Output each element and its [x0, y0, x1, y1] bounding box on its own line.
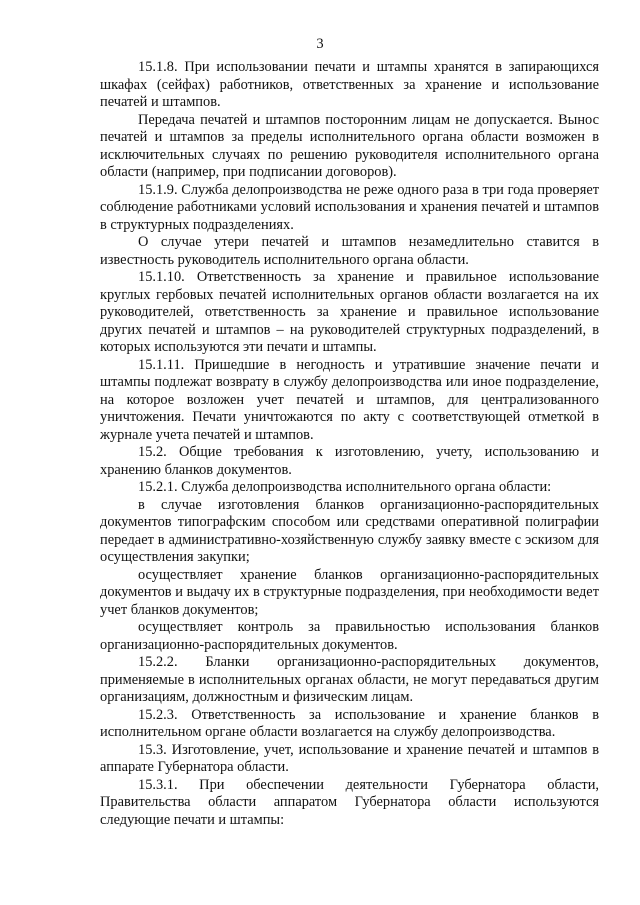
paragraph-blank-control: осуществляет контроль за правильностью использования бланков организационно-распорядительных документов.	[100, 619, 599, 653]
paragraph-blank-production: в случае изготовления бланков организационно-распорядительных документов типографским способом или средствами оперативной полиграфии передает в административно-хозяйственную службу заявку вместе с эскизом для осуществления закупки;	[100, 496, 599, 565]
page-number: 3	[316, 36, 324, 52]
paragraph-15-2-3: 15.2.3. Ответственность за использование и хранение бланков в исполнительном органе области возлагается на службу делопроизводства.	[100, 706, 599, 740]
paragraph-15-1-8: 15.1.8. При использовании печати и штампы хранятся в запирающихся шкафах (сейфах) работников, ответственных за хранение и использование печатей и штампов.	[100, 59, 599, 110]
paragraph-blank-storage: осуществляет хранение бланков организационно-распорядительных документов и выдачу их в структурные подразделения, при необходимости ведет учет бланков документов;	[100, 566, 599, 618]
paragraph-15-3-1: 15.3.1. При обеспечении деятельности Губернатора области, Правительства области аппаратом Губернатора области используются следующие печати и штампы:	[100, 776, 599, 828]
paragraph-seal-loss: О случае утери печатей и штампов незамедлительно ставится в известность руководитель исполнительного органа области.	[100, 234, 599, 268]
paragraph-15-1-10: 15.1.10. Ответственность за хранение и правильное использование круглых гербовых печатей исполнительных органов области возлагается на их руководителей, ответственность за хранение и правильное использование других печатей и штампов – на руководителей структурных подразделений, в которых используются эти печати и штампы.	[100, 269, 599, 355]
paragraph-15-3: 15.3. Изготовление, учет, использование и хранение печатей и штампов в аппарате Губернатора области.	[100, 741, 599, 775]
paragraph-15-1-11: 15.1.11. Пришедшие в негодность и утратившие значение печати и штампы подлежат возврату в службу делопроизводства или иное подразделение, на которое возложен учет печатей и штампов, для централизованного уничтожения. Печати уничтожаются по акту с соответствующей отметкой в журнале учета печатей и штампов.	[100, 356, 599, 443]
document-body	[100, 59, 599, 829]
paragraph-seal-transfer: Передача печатей и штампов посторонним лицам не допускается. Вынос печатей и штампов за пределы исполнительного органа области возможен в исключительных случаях по решению руководителя исполнительного органа области (например, при подписании договоров).	[100, 111, 599, 180]
paragraph-15-2-1: 15.2.1. Служба делопроизводства исполнительного органа области:	[138, 479, 552, 495]
paragraph-15-1-9: 15.1.9. Служба делопроизводства не реже одного раза в три года проверяет соблюдение работниками условий использования и хранения печатей и штампов в структурных подразделениях.	[100, 181, 599, 233]
paragraph-15-2-2: 15.2.2. Бланки организационно-распорядительных документов, применяемые в исполнительных органах области, не могут передаваться другим организациям, должностным и физическим лицам.	[100, 654, 599, 705]
paragraph-15-2: 15.2. Общие требования к изготовлению, учету, использованию и хранению бланков документов.	[100, 444, 599, 478]
